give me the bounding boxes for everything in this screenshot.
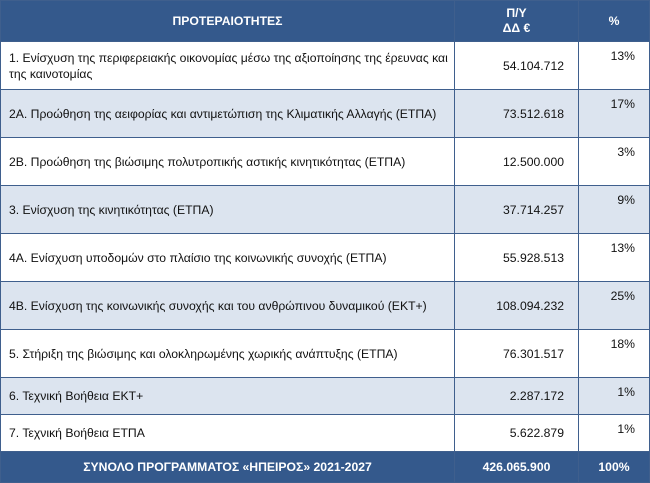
table-row: [1, 415, 650, 452]
row-percent: 13%: [579, 234, 650, 282]
header-row: [1, 1, 650, 42]
row-name: 4Β. Ενίσχυση της κοινωνικής συνοχής και του ανθρώπινου δυναμικού (ΕΚΤ+): [1, 282, 455, 330]
table-row: [1, 42, 650, 90]
row-percent: 17%: [579, 90, 650, 138]
row-name: 2Β. Προώθηση της βιώσιμης πολυτροπικής αστικής κινητικότητας (ΕΤΠΑ): [1, 138, 455, 186]
row-amount: 73.512.618: [455, 90, 579, 138]
total-amount: 426.065.900: [455, 452, 579, 483]
row-amount: 2.287.172: [455, 378, 579, 415]
table-row: [1, 186, 650, 234]
row-name: 3. Ενίσχυση της κινητικότητας (ΕΤΠΑ): [1, 186, 455, 234]
row-percent: 18%: [579, 330, 650, 378]
header-budget-line2: ΔΔ €: [502, 21, 531, 35]
row-amount: 5.622.879: [455, 415, 579, 452]
row-amount: 12.500.000: [455, 138, 579, 186]
row-percent: 9%: [579, 186, 650, 234]
total-percent: 100%: [579, 452, 650, 483]
total-row: [1, 452, 650, 483]
row-amount: 108.094.232: [455, 282, 579, 330]
header-priorities: ΠΡΟΤΕΡΑΙΟΤΗΤΕΣ: [1, 1, 455, 42]
row-amount: 76.301.517: [455, 330, 579, 378]
header-budget: [455, 1, 579, 42]
table-row: [1, 378, 650, 415]
row-name: 6. Τεχνική Βοήθεια ΕΚΤ+: [1, 378, 455, 415]
row-percent: 25%: [579, 282, 650, 330]
row-name: 1. Ενίσχυση της περιφερειακής οικονομίας μέσω της αξιοποίησης της έρευνας και της καινοτομίας: [1, 42, 455, 90]
row-name: 2Α. Προώθηση της αειφορίας και αντιμετώπιση της Κλιματικής Αλλαγής (ΕΤΠΑ): [1, 90, 455, 138]
row-name: 7. Τεχνική Βοήθεια ΕΤΠΑ: [1, 415, 455, 452]
row-name: 4Α. Ενίσχυση υποδομών στο πλαίσιο της κοινωνικής συνοχής (ΕΤΠΑ): [1, 234, 455, 282]
row-percent: 1%: [579, 378, 650, 415]
row-amount: 54.104.712: [455, 42, 579, 90]
total-label: ΣΥΝΟΛΟ ΠΡΟΓΡΑΜΜΑΤΟΣ «ΗΠΕΙΡΟΣ» 2021-2027: [1, 452, 455, 483]
header-percent: %: [579, 1, 650, 42]
table-row: [1, 234, 650, 282]
table-row: [1, 90, 650, 138]
row-amount: 55.928.513: [455, 234, 579, 282]
table-row: [1, 282, 650, 330]
table-row: [1, 138, 650, 186]
table-row: [1, 330, 650, 378]
row-percent: 3%: [579, 138, 650, 186]
row-amount: 37.714.257: [455, 186, 579, 234]
row-percent: 13%: [579, 42, 650, 90]
header-budget-line1: Π/Υ: [506, 6, 527, 20]
row-percent: 1%: [579, 415, 650, 452]
row-name: 5. Στήριξη της βιώσιμης και ολοκληρωμένης χωρικής ανάπτυξης (ΕΤΠΑ): [1, 330, 455, 378]
